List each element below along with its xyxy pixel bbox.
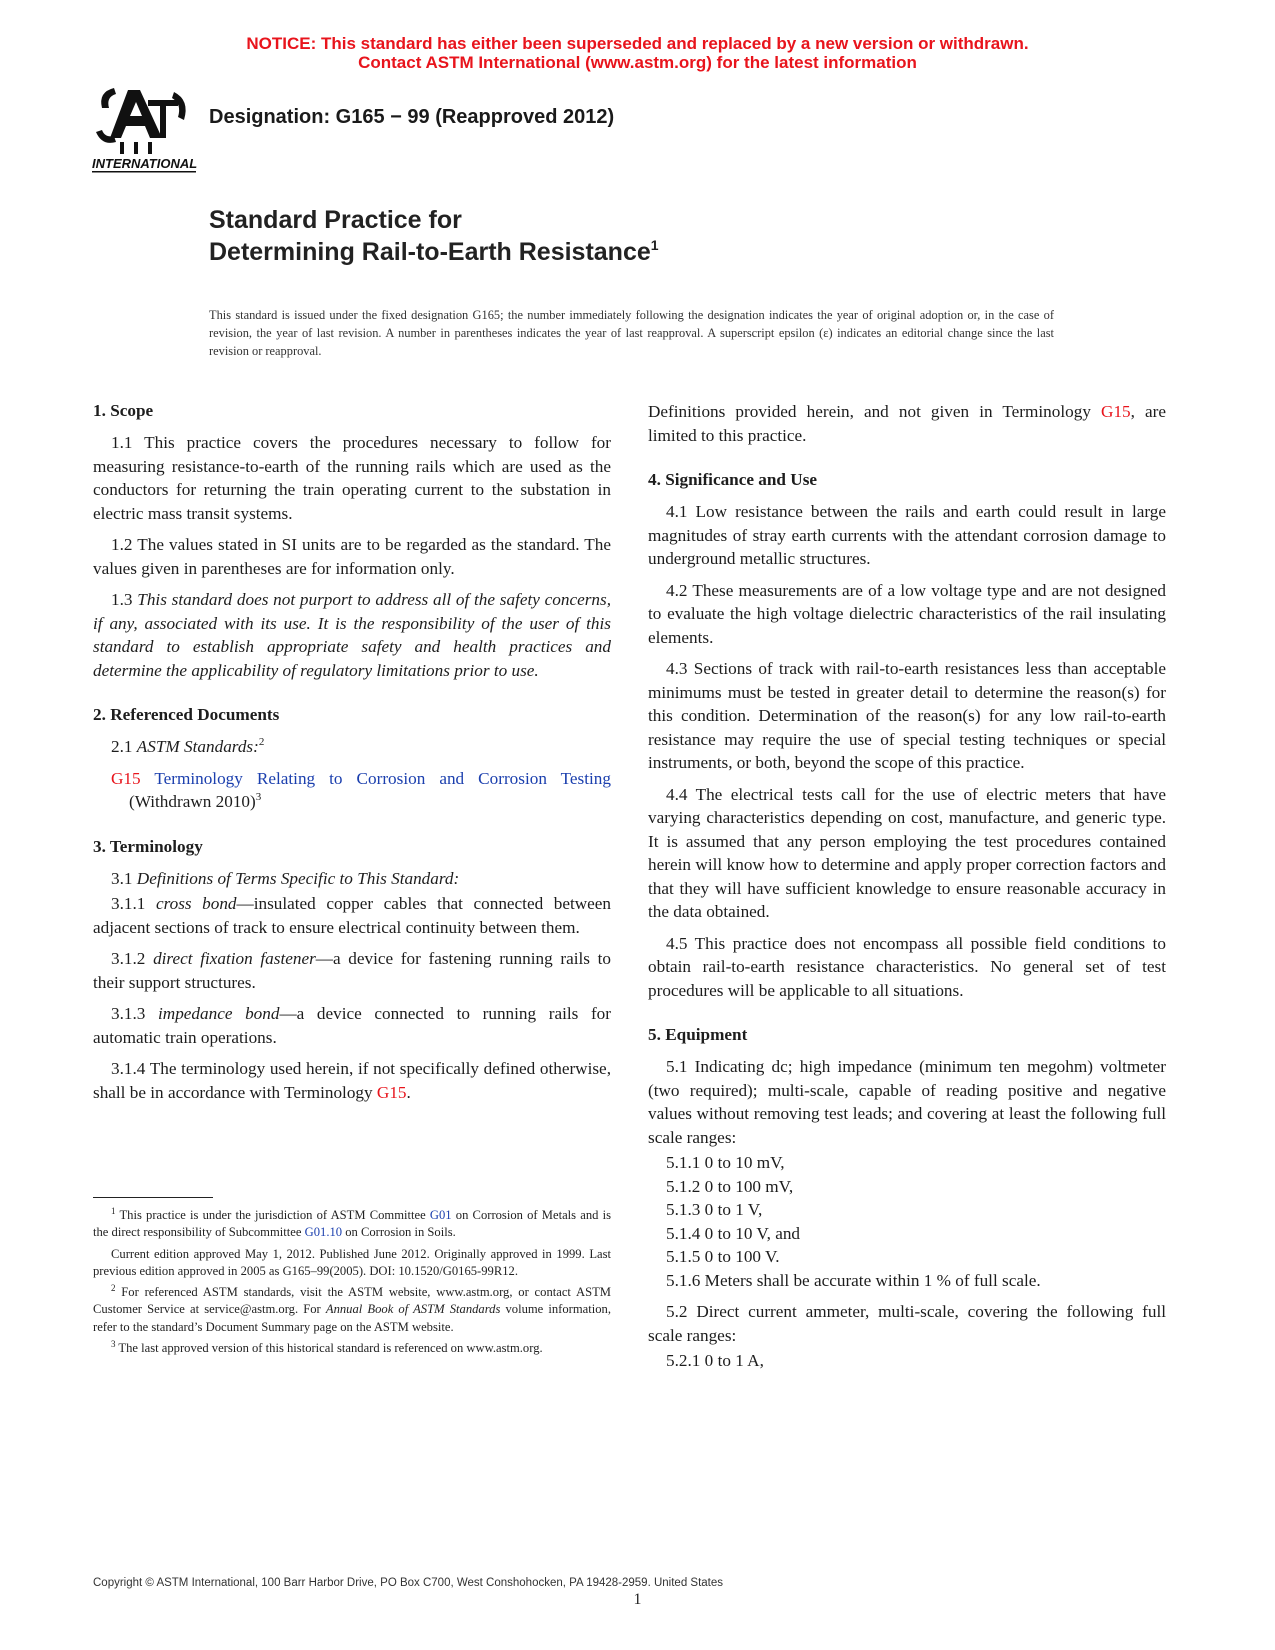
def-impedance-bond: —a device connected to running rails for automatic train operations. — [93, 1004, 611, 1047]
para-3-1-2 — [93, 947, 611, 994]
title-line-1: Standard Practice for — [209, 206, 462, 234]
footnote-1-text-b: on Corrosion of Metals and is the direct responsibility of Subcommittee — [93, 1208, 611, 1240]
para-4-1: 4.1 Low resistance between the rails and earth could result in large magnitudes of stray earth currents with the attendant corrosion damage to underground metallic structures. — [648, 502, 1166, 568]
para-1-3-num: 1.3 — [111, 590, 133, 609]
para-4-5: 4.5 This practice does not encompass all possible field conditions to obtain rail-to-earth resistance characteristics. No general set of test procedures will be applicable to all situations. — [648, 933, 1166, 1000]
para-4-3: 4.3 Sections of track with rail-to-earth resistances less than acceptable minimums must be tested in greater detail to determine the reason(s) for this condition. Determination of the reason(s) for any low rail-to-earth resistance may require the use of special testing techniques or special instruments, or both, beyond the scope of this practice. — [648, 659, 1166, 772]
footnote-2 — [93, 1284, 611, 1336]
para-3-1-1 — [93, 892, 611, 939]
para-3-1-4-continued — [648, 400, 1166, 447]
term-impedance-bond: impedance bond — [158, 1004, 280, 1023]
para-3-1-4-end: . — [406, 1082, 411, 1102]
para-5-1: 5.1 Indicating dc; high impedance (minimum ten megohm) voltmeter (two required); multi-scale, capable of reading positive and negative values without removing test leads; and covering at least the following full scale ranges: — [648, 1057, 1166, 1147]
footnote-2-marker: 2 — [111, 1283, 116, 1294]
list-item: 5.1.1 0 to 10 mV, — [666, 1153, 785, 1172]
footnote-1-text-a: This practice is under the jurisdiction of ASTM Committee — [119, 1208, 426, 1222]
cont-text-1: Definitions provided herein, and not given in Terminology — [648, 402, 1091, 421]
para-1-3 — [93, 588, 611, 682]
def-cross-bond: —insulated copper cables that connected between adjacent sections of track to ensure electrical continuity between them. — [93, 894, 611, 937]
footnote-2-text-a: For referenced ASTM standards, visit the ASTM website, www.astm.org, or contact ASTM Customer Service at service@astm.org. For — [93, 1285, 611, 1317]
para-4-4: 4.4 The electrical tests call for the use of electric meters that have varying characteristics depending on cost, manufacture, and generic type. It is assumed that any person employing the test procedures contained herein will know how to determine and apply proper correction factors and that they will have sufficient knowledge to ensure reasonable accuracy in the data obtained. — [648, 784, 1166, 921]
para-3-1-text: Definitions of Terms Specific to This Standard: — [136, 868, 460, 888]
list-item: 5.1.3 0 to 1 V, — [666, 1200, 763, 1219]
para-3-1-num: 3.1 — [111, 868, 133, 888]
withdrawn-notice — [0, 34, 1275, 72]
para-3-1-4-text: 3.1.4 The terminology used herein, if not specifically defined otherwise, shall be in accordance with Terminology — [93, 1059, 611, 1102]
footnote-1 — [93, 1207, 611, 1242]
designation: Designation: G165 − 99 (Reapproved 2012) — [209, 106, 615, 128]
title-line-2 — [209, 236, 659, 268]
notice-line-1: NOTICE: This standard has either been superseded and replaced by a new version or withdrawn. — [246, 34, 1029, 53]
para-1-1: 1.1 This practice covers the procedures necessary to follow for measuring resistance-to-earth of the running rails which are used as the conductors for returning the train operating current to the substation in electric mass transit systems. — [93, 433, 611, 523]
astm-logo-icon — [90, 80, 200, 180]
footnote-1-text-c: on Corrosion in Soils. — [345, 1225, 456, 1240]
para-3-1-4 — [93, 1057, 611, 1104]
para-1-2: 1.2 The values stated in SI units are to be regarded as the standard. The values given in parentheses are for information only. — [93, 535, 611, 578]
para-1-3-text: This standard does not purport to address all of the safety concerns, if any, associated with its use. It is the responsibility of the user of this standard to establish appropriate safety and health practices and determine the applicability of regulatory limitations prior to use. — [93, 590, 612, 680]
list-item: 5.1.2 0 to 100 mV, — [666, 1176, 794, 1196]
section-1-heading: 1. Scope — [93, 401, 154, 420]
para-2-1-text: ASTM Standards: — [136, 737, 259, 756]
page-number: 1 — [633, 1591, 642, 1608]
right-column — [648, 400, 1166, 1373]
para-3-1-2-num: 3.1.2 — [111, 949, 146, 968]
section-3-heading: 3. Terminology — [93, 836, 203, 856]
list-item: 5.2.1 0 to 1 A, — [666, 1351, 764, 1370]
title-footnote-ref[interactable]: 1 — [650, 237, 659, 253]
g15-link[interactable]: G15 — [111, 768, 141, 788]
para-2-1 — [93, 735, 611, 759]
footnote-ref-3[interactable]: 3 — [255, 791, 262, 803]
astm-logo-text: INTERNATIONAL — [92, 156, 198, 171]
footnote-2-text-b: volume information, refer to the standard’s Document Summary page on the ASTM website. — [93, 1302, 611, 1334]
cont-text-2: , are limited to this practice. — [648, 402, 1167, 445]
footnote-3-marker: 3 — [111, 1339, 116, 1350]
g15-link-2[interactable]: G15 — [376, 1082, 407, 1102]
g01-link[interactable]: G01 — [429, 1208, 452, 1222]
para-3-1-1-num: 3.1.1 — [111, 894, 146, 913]
section-2-heading: 2. Referenced Documents — [93, 705, 280, 724]
footnote-1-edition: Current edition approved May 1, 2012. Published June 2012. Originally approved in 1999. Last previous edition approved in 2005 as G165–99(2005). DOI: 10.1520/G0165-99R12. — [93, 1246, 611, 1278]
g15-title-link[interactable]: Terminology Relating to Corrosion and Corrosion Testing — [154, 768, 611, 788]
para-2-1-num: 2.1 — [111, 737, 133, 756]
list-item: 5.1.4 0 to 10 V, and — [666, 1223, 801, 1243]
issuance-note: This standard is issued under the fixed designation G165; the number immediately following the designation indicates the year of original adoption or, in the case of revision, the year of last revision. A number in parentheses indicates the year of last reapproval. A superscript epsilon (ε) indicates an editorial change since the last revision or reapproval. — [209, 308, 1054, 358]
para-3-1 — [93, 867, 611, 891]
para-3-1-3 — [93, 1002, 611, 1049]
para-5-2: 5.2 Direct current ammeter, multi-scale, covering the following full scale ranges: — [648, 1302, 1166, 1345]
copyright: Copyright © ASTM International, 100 Barr Harbor Drive, PO Box C700, West Conshohocken, PA 19428-2959. United States — [93, 1577, 724, 1589]
g01-10-link[interactable]: G01.10 — [304, 1225, 343, 1240]
footnote-1-marker: 1 — [111, 1206, 116, 1216]
left-column — [93, 400, 611, 1112]
footnote-2-italic: Annual Book of ASTM Standards — [325, 1302, 501, 1317]
list-item: 5.1.6 Meters shall be accurate within 1 % of full scale. — [666, 1270, 1041, 1290]
ref-g15 — [93, 767, 611, 814]
footnote-rule — [93, 1197, 213, 1198]
footnote-ref-2[interactable]: 2 — [258, 736, 265, 748]
para-3-1-3-num: 3.1.3 — [111, 1004, 146, 1023]
document-title — [209, 204, 659, 268]
def-direct-fixation-fastener: —a device for fastening running rails to their support structures. — [93, 949, 611, 992]
para-4-2: 4.2 These measurements are of a low voltage type and are not designed to evaluate the high voltage dielectric characteristics of the rail insulating elements. — [648, 580, 1166, 647]
title-line-2-text: Determining Rail-to-Earth Resistance — [209, 238, 651, 266]
term-direct-fixation-fastener: direct fixation fastener — [153, 949, 316, 968]
astm-logo — [90, 80, 200, 180]
footnote-3-text: The last approved version of this historical standard is referenced on www.astm.org. — [118, 1341, 543, 1356]
list-item: 5.1.5 0 to 100 V. — [666, 1247, 780, 1266]
section-4-heading: 4. Significance and Use — [648, 470, 818, 489]
g15-withdrawn-note: (Withdrawn 2010) — [129, 792, 256, 811]
footnotes — [93, 1207, 611, 1361]
g15-link-3[interactable]: G15 — [1101, 402, 1131, 421]
section-5-heading: 5. Equipment — [648, 1025, 748, 1044]
notice-line-2: Contact ASTM International (www.astm.org) for the latest information — [358, 53, 917, 72]
footnote-3 — [93, 1340, 611, 1357]
term-cross-bond: cross bond — [155, 894, 237, 913]
